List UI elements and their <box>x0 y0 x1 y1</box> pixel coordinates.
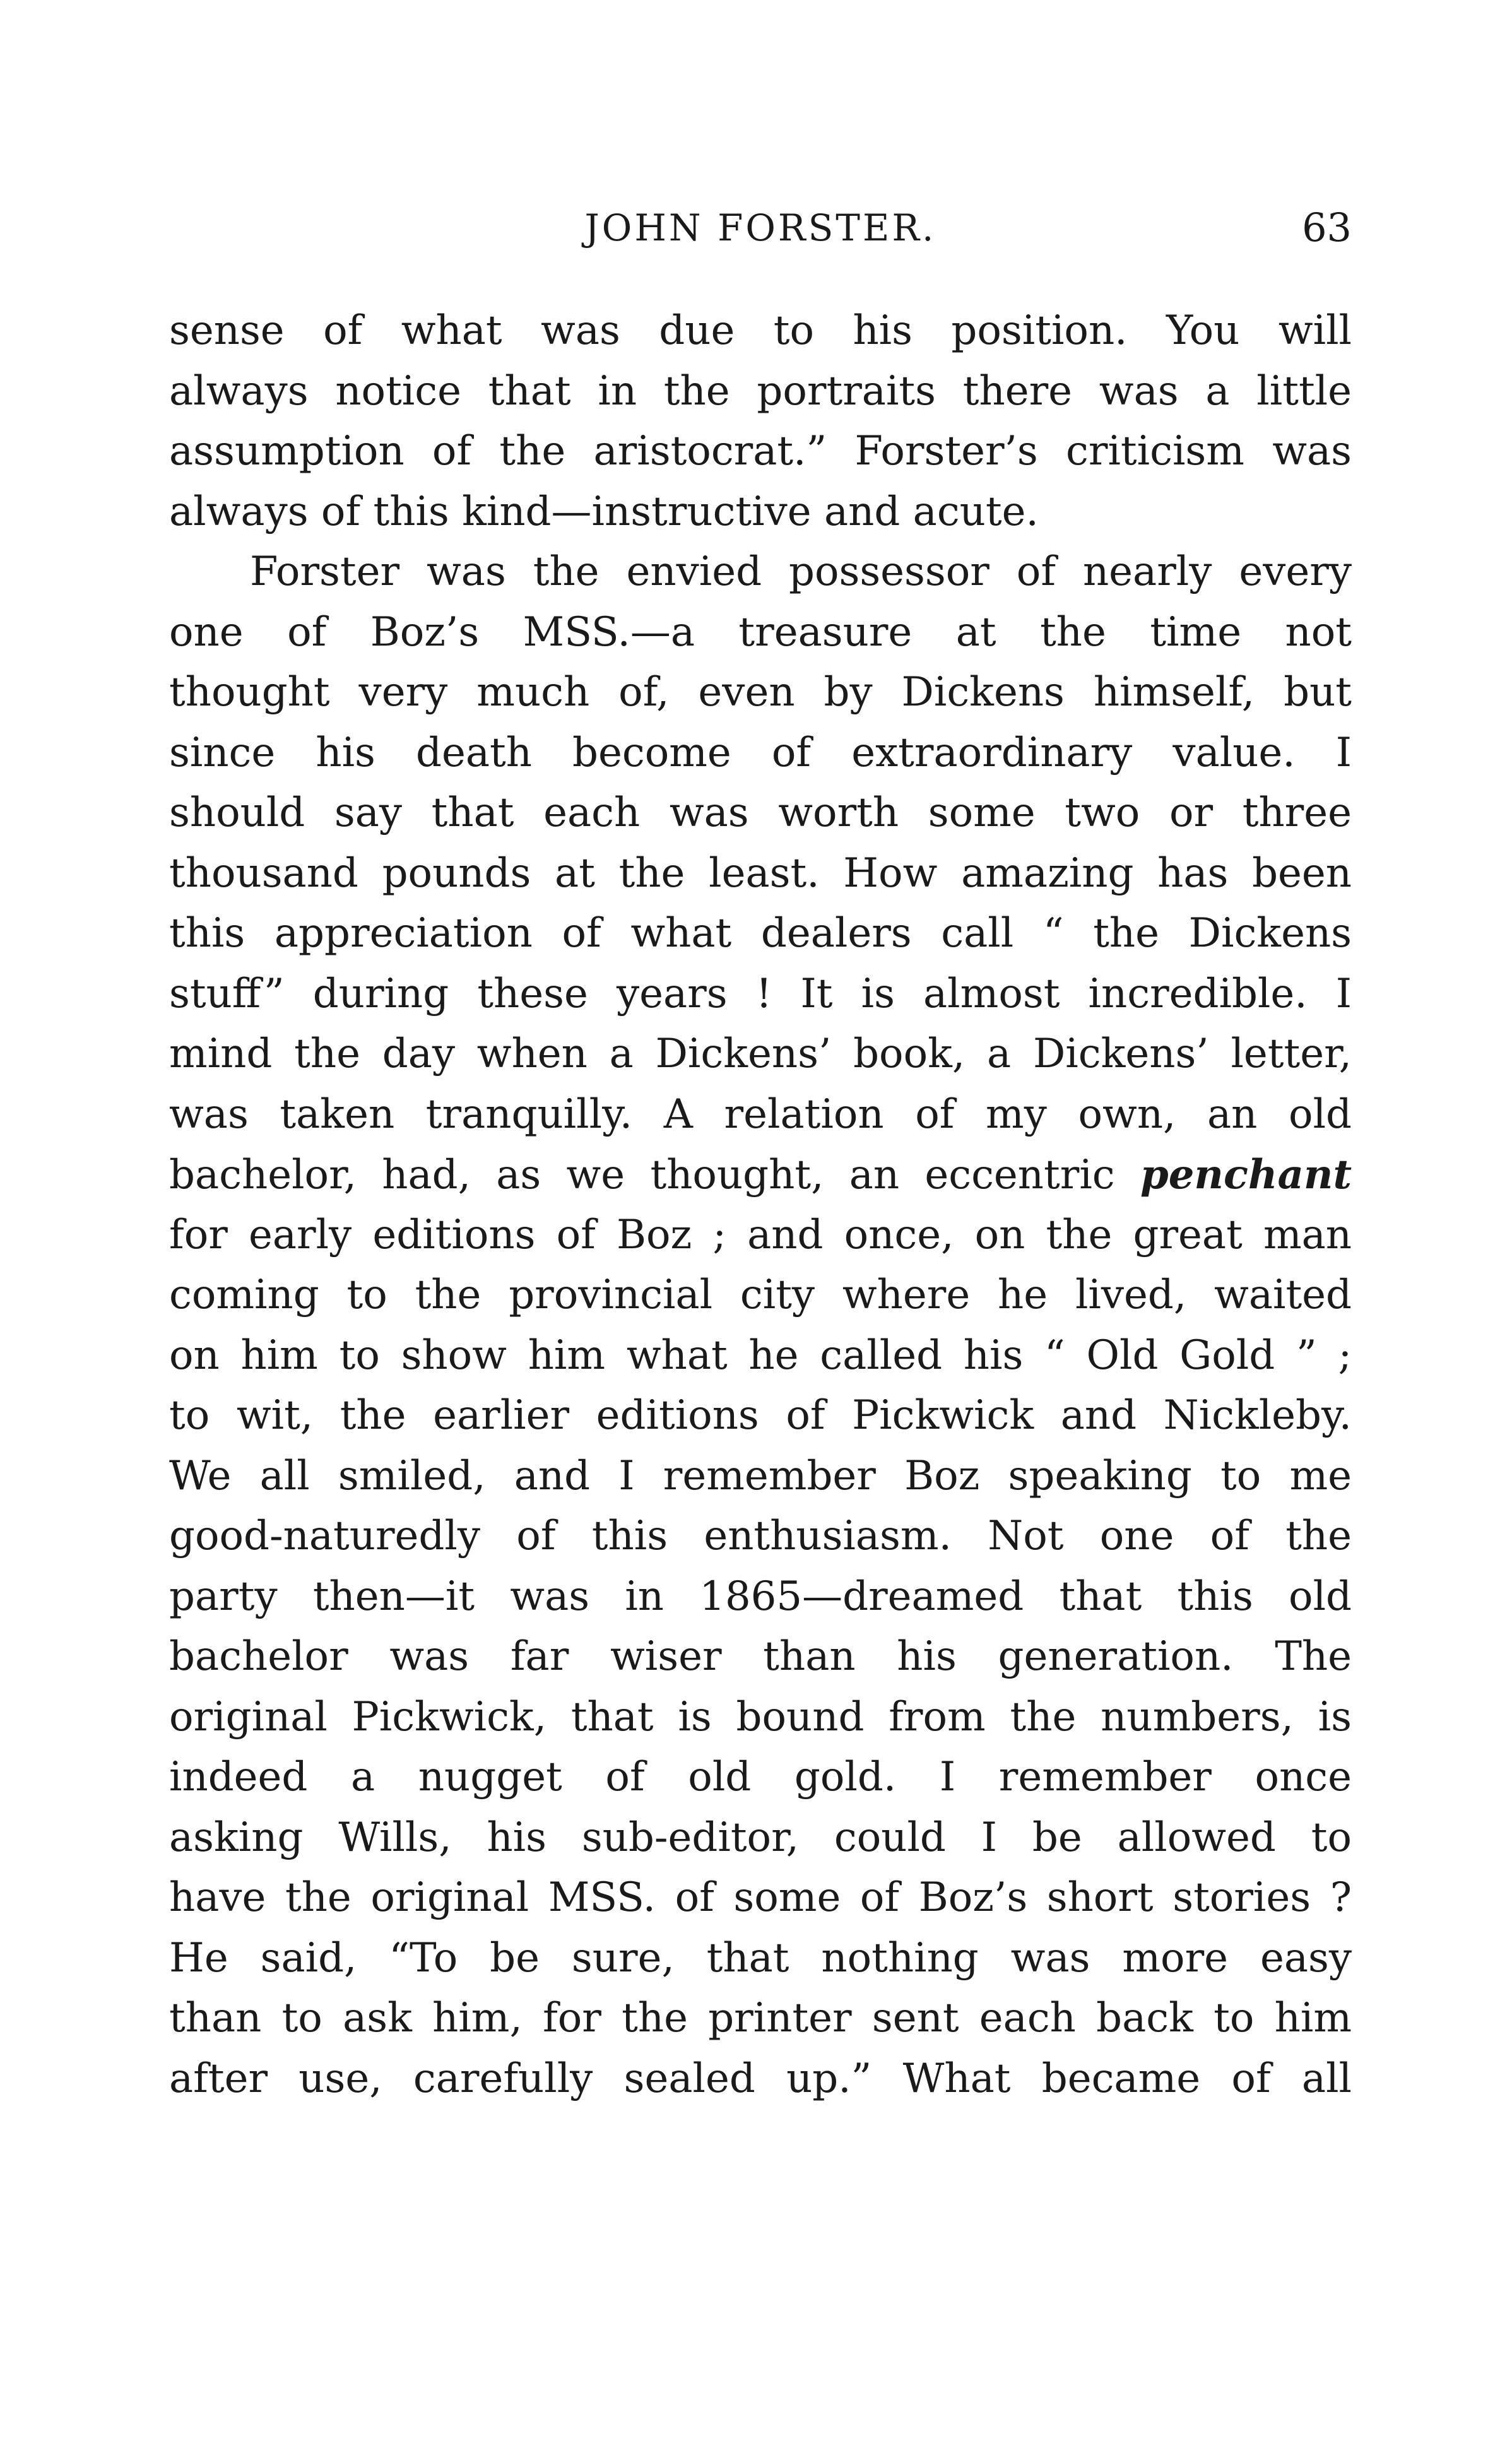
text-line: thought very much of, even by Dickens himself, but <box>169 669 1352 716</box>
text-line: one of Boz’s MSS.—a treasure at the time not <box>169 608 1352 656</box>
text-line: thousand pounds at the least. How amazing has been <box>169 849 1352 897</box>
body-text <box>169 301 1352 2109</box>
text-line: this appreciation of what dealers call “ the Dickens <box>169 910 1352 957</box>
text-line: Forster was the envied possessor of nearly every <box>250 548 1352 595</box>
text-line: bachelor was far wiser than his generation. The <box>169 1633 1352 1680</box>
text-line: party then—it was in 1865—dreamed that this old <box>169 1573 1352 1620</box>
text-segment: bachelor, had, as we thought, an eccentric <box>169 1152 1115 1198</box>
text-line: to wit, the earlier editions of Pickwick and Nickleby. <box>169 1392 1352 1439</box>
text-line: indeed a nugget of old gold. I remember once <box>169 1754 1352 1800</box>
text-line: should say that each was worth some two or three <box>169 789 1352 836</box>
text-line: assumption of the aristocrat.” Forster’s criticism was <box>169 428 1352 475</box>
text-line: after use, carefully sealed up.” What became of all <box>169 2055 1352 2102</box>
text-line: good-naturedly of this enthusiasm. Not one of the <box>169 1513 1352 1559</box>
page-number: 63 <box>1302 204 1352 251</box>
text-line: stuff” during these years ! It is almost incredible. I <box>169 970 1352 1017</box>
text-line: for early editions of Boz ; and once, on the great man <box>169 1211 1352 1258</box>
text-line: on him to show him what he called his “ Old Gold ” ; <box>169 1332 1352 1379</box>
text-line: coming to the provincial city where he lived, waited <box>169 1272 1352 1318</box>
italic-word: penchant <box>1140 1151 1352 1198</box>
text-line: was taken tranquilly. A relation of my own, an old <box>169 1090 1352 1138</box>
text-line: mind the day when a Dickens’ book, a Dickens’ letter, <box>169 1031 1352 1077</box>
text-line: since his death become of extraordinary value. I <box>169 729 1352 776</box>
text-line: original Pickwick, that is bound from the numbers, is <box>169 1693 1352 1740</box>
text-line-with-italic <box>169 1145 1352 1205</box>
text-line: sense of what was due to his position. You will <box>169 307 1352 354</box>
running-title: JOHN FORSTER. <box>584 206 936 249</box>
text-line: have the original MSS. of some of Boz’s short stories ? <box>169 1874 1352 1921</box>
text-line: He said, “To be sure, that nothing was more easy <box>169 1934 1352 1982</box>
text-line: asking Wills, his sub-editor, could I be allowed to <box>169 1814 1352 1861</box>
running-head <box>169 199 1352 256</box>
text-line: always notice that in the portraits there was a little <box>169 367 1352 415</box>
text-line: always of this kind—instructive and acute. <box>169 488 1039 535</box>
text-line: than to ask him, for the printer sent each back to him <box>169 1995 1352 2041</box>
text-line: We all smiled, and I remember Boz speaking to me <box>169 1452 1352 1499</box>
